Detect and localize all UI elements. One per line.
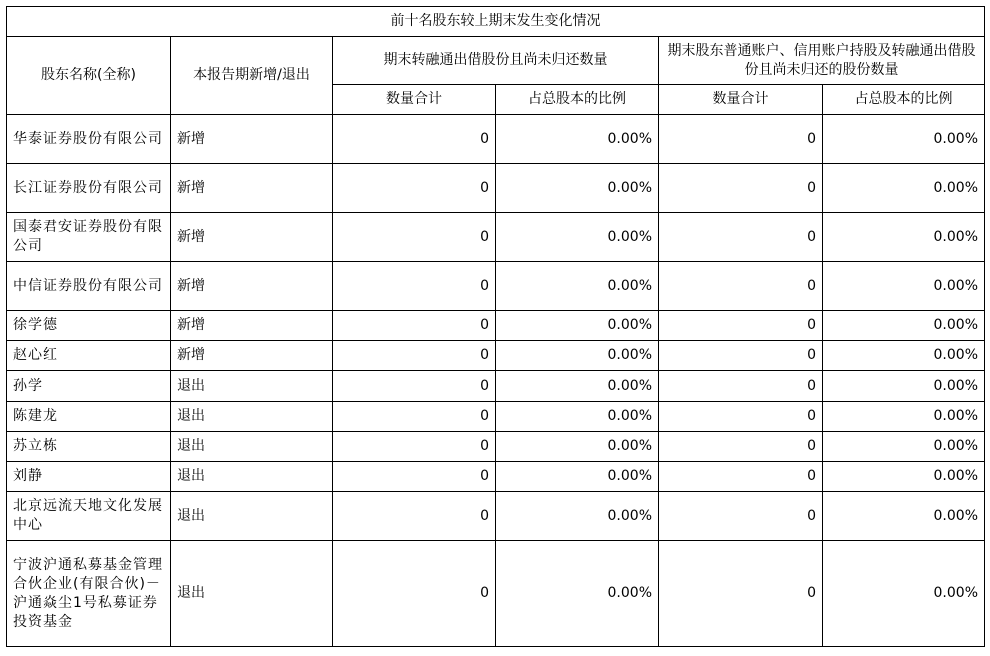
table-row [7,213,985,262]
lending-qty: 0 [333,213,496,262]
lending-pct: 0.00% [496,492,659,541]
holding-qty: 0 [659,541,823,647]
holding-pct: 0.00% [823,341,985,371]
lending-qty: 0 [333,541,496,647]
lending-qty: 0 [333,402,496,432]
change-status: 退出 [171,402,333,432]
holding-pct: 0.00% [823,311,985,341]
lending-pct: 0.00% [496,213,659,262]
shareholder-name: 中信证券股份有限公司 [7,262,171,311]
table-row [7,262,985,311]
shareholder-name: 刘静 [7,462,171,492]
table-title: 前十名股东较上期末发生变化情况 [7,7,985,37]
lending-qty: 0 [333,341,496,371]
holding-pct: 0.00% [823,164,985,213]
shareholder-name: 徐学德 [7,311,171,341]
holding-pct: 0.00% [823,402,985,432]
header-pct-1: 占总股本的比例 [496,85,659,115]
lending-qty: 0 [333,262,496,311]
header-change: 本报告期新增/退出 [171,37,333,115]
holding-pct: 0.00% [823,213,985,262]
holding-qty: 0 [659,432,823,462]
holding-pct: 0.00% [823,262,985,311]
holding-qty: 0 [659,164,823,213]
lending-pct: 0.00% [496,341,659,371]
lending-pct: 0.00% [496,432,659,462]
table-title-row [7,7,985,37]
shareholder-name: 陈建龙 [7,402,171,432]
holding-pct: 0.00% [823,541,985,647]
lending-qty: 0 [333,371,496,402]
lending-qty: 0 [333,115,496,164]
table-row [7,462,985,492]
holding-pct: 0.00% [823,462,985,492]
lending-qty: 0 [333,164,496,213]
table-row [7,541,985,647]
lending-qty: 0 [333,462,496,492]
lending-pct: 0.00% [496,402,659,432]
holding-qty: 0 [659,341,823,371]
shareholder-name: 华泰证券股份有限公司 [7,115,171,164]
shareholder-name: 长江证券股份有限公司 [7,164,171,213]
change-status: 新增 [171,115,333,164]
table-row [7,432,985,462]
change-status: 退出 [171,432,333,462]
table-row [7,492,985,541]
holding-qty: 0 [659,311,823,341]
holding-qty: 0 [659,213,823,262]
holding-qty: 0 [659,371,823,402]
change-status: 新增 [171,262,333,311]
lending-qty: 0 [333,432,496,462]
shareholder-name: 孙学 [7,371,171,402]
change-status: 新增 [171,213,333,262]
holding-pct: 0.00% [823,115,985,164]
header-lending-shares: 期末转融通出借股份且尚未归还数量 [333,37,659,85]
table-row [7,341,985,371]
header-total-holdings: 期末股东普通账户、信用账户持股及转融通出借股份且尚未归还的股份数量 [659,37,985,85]
change-status: 退出 [171,541,333,647]
change-status: 新增 [171,341,333,371]
shareholder-name: 苏立栋 [7,432,171,462]
table-row [7,371,985,402]
shareholder-name: 国泰君安证券股份有限公司 [7,213,171,262]
lending-pct: 0.00% [496,371,659,402]
change-status: 退出 [171,462,333,492]
shareholder-change-table [6,6,985,647]
lending-pct: 0.00% [496,164,659,213]
lending-pct: 0.00% [496,262,659,311]
header-qty-1: 数量合计 [333,85,496,115]
lending-qty: 0 [333,492,496,541]
lending-pct: 0.00% [496,115,659,164]
table-row [7,402,985,432]
header-pct-2: 占总股本的比例 [823,85,985,115]
header-qty-2: 数量合计 [659,85,823,115]
change-status: 退出 [171,492,333,541]
header-row-1 [7,37,985,85]
lending-qty: 0 [333,311,496,341]
shareholder-name: 赵心红 [7,341,171,371]
holding-pct: 0.00% [823,492,985,541]
table-row [7,164,985,213]
lending-pct: 0.00% [496,541,659,647]
shareholder-name: 北京远流天地文化发展中心 [7,492,171,541]
table-row [7,311,985,341]
change-status: 新增 [171,164,333,213]
change-status: 新增 [171,311,333,341]
holding-pct: 0.00% [823,371,985,402]
holding-qty: 0 [659,262,823,311]
holding-qty: 0 [659,492,823,541]
lending-pct: 0.00% [496,311,659,341]
holding-qty: 0 [659,402,823,432]
holding-qty: 0 [659,115,823,164]
change-status: 退出 [171,371,333,402]
table-row [7,115,985,164]
header-shareholder-name: 股东名称(全称) [7,37,171,115]
holding-qty: 0 [659,462,823,492]
lending-pct: 0.00% [496,462,659,492]
shareholder-name: 宁波沪通私募基金管理合伙企业(有限合伙)－沪通焱尘1号私募证券投资基金 [7,541,171,647]
holding-pct: 0.00% [823,432,985,462]
